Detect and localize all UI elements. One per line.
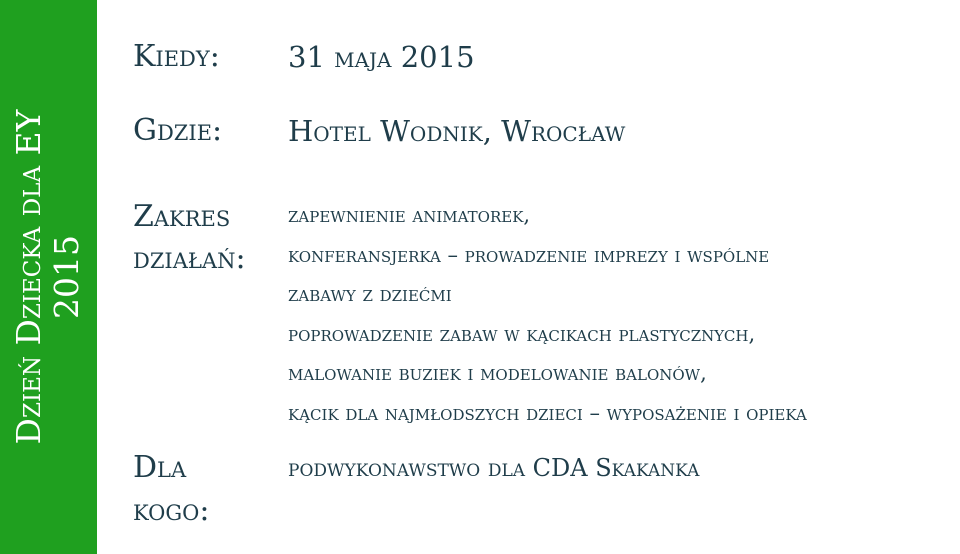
where-value: Hotel Wodnik, Wrocław: [288, 114, 626, 148]
for-whom-value: podwykonawstwo dla CDA Skakanka: [288, 454, 700, 482]
scope-item: zabawy z dziećmi: [288, 282, 452, 307]
scope-item: konferansjerka – prowadzenie imprezy i wspólne: [288, 242, 770, 267]
when-value: 31 maja 2015: [288, 40, 475, 74]
scope-item: poprowadzenie zabaw w kącikach plastycznych,: [288, 321, 756, 346]
sidebar-banner: [0, 0, 97, 554]
for-whom-label-line1: Dla: [133, 450, 187, 485]
where-label: Gdzie:: [133, 113, 223, 148]
scope-list: [288, 196, 807, 434]
scope-item: zapewnienie animatorek,: [288, 203, 531, 227]
for-whom-label-line2: kogo:: [133, 493, 210, 528]
scope-label-line1: Zakres: [133, 199, 231, 234]
sidebar-title-line1: Dzień Dziecka dla EY: [9, 109, 48, 445]
sidebar-title: [10, 17, 86, 537]
scope-label-line2: działań:: [133, 241, 246, 276]
sidebar-title-line2: 2015: [47, 235, 86, 319]
scope-item: kącik dla najmłodszych dzieci – wyposażenie i opieka: [288, 400, 807, 425]
when-label: Kiedy:: [133, 39, 220, 74]
scope-item: malowanie buziek i modelowanie balonów,: [288, 361, 707, 386]
